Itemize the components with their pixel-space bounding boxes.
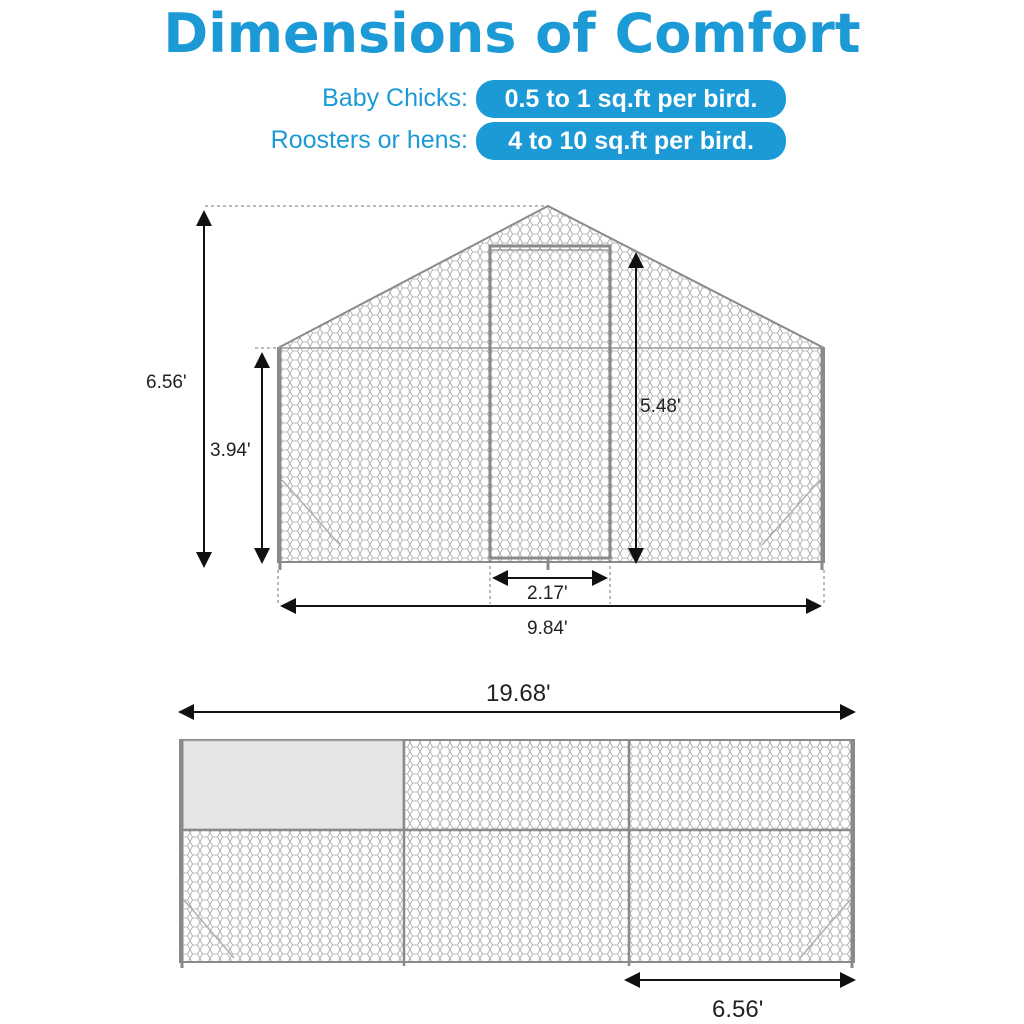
door-height-label: 5.48' bbox=[640, 396, 681, 417]
page-title: Dimensions of Comfort bbox=[163, 2, 861, 65]
roosters-hens-value-pill: 4 to 10 sq.ft per bird. bbox=[476, 122, 786, 160]
width-label: 9.84' bbox=[527, 618, 568, 639]
front-view bbox=[204, 206, 824, 606]
baby-chicks-label: Baby Chicks: bbox=[322, 84, 468, 112]
side-view bbox=[180, 712, 854, 980]
total-height-label: 6.56' bbox=[146, 372, 187, 393]
side-view-cover bbox=[181, 741, 403, 829]
length-label: 19.68' bbox=[486, 680, 551, 707]
baby-chicks-value-pill: 0.5 to 1 sq.ft per bird. bbox=[476, 80, 786, 118]
wall-height-label: 3.94' bbox=[210, 440, 251, 461]
door-width-label: 2.17' bbox=[527, 583, 568, 604]
roosters-hens-label: Roosters or hens: bbox=[270, 126, 468, 154]
panel-width-label: 6.56' bbox=[712, 996, 764, 1023]
front-view-mesh bbox=[278, 206, 824, 562]
